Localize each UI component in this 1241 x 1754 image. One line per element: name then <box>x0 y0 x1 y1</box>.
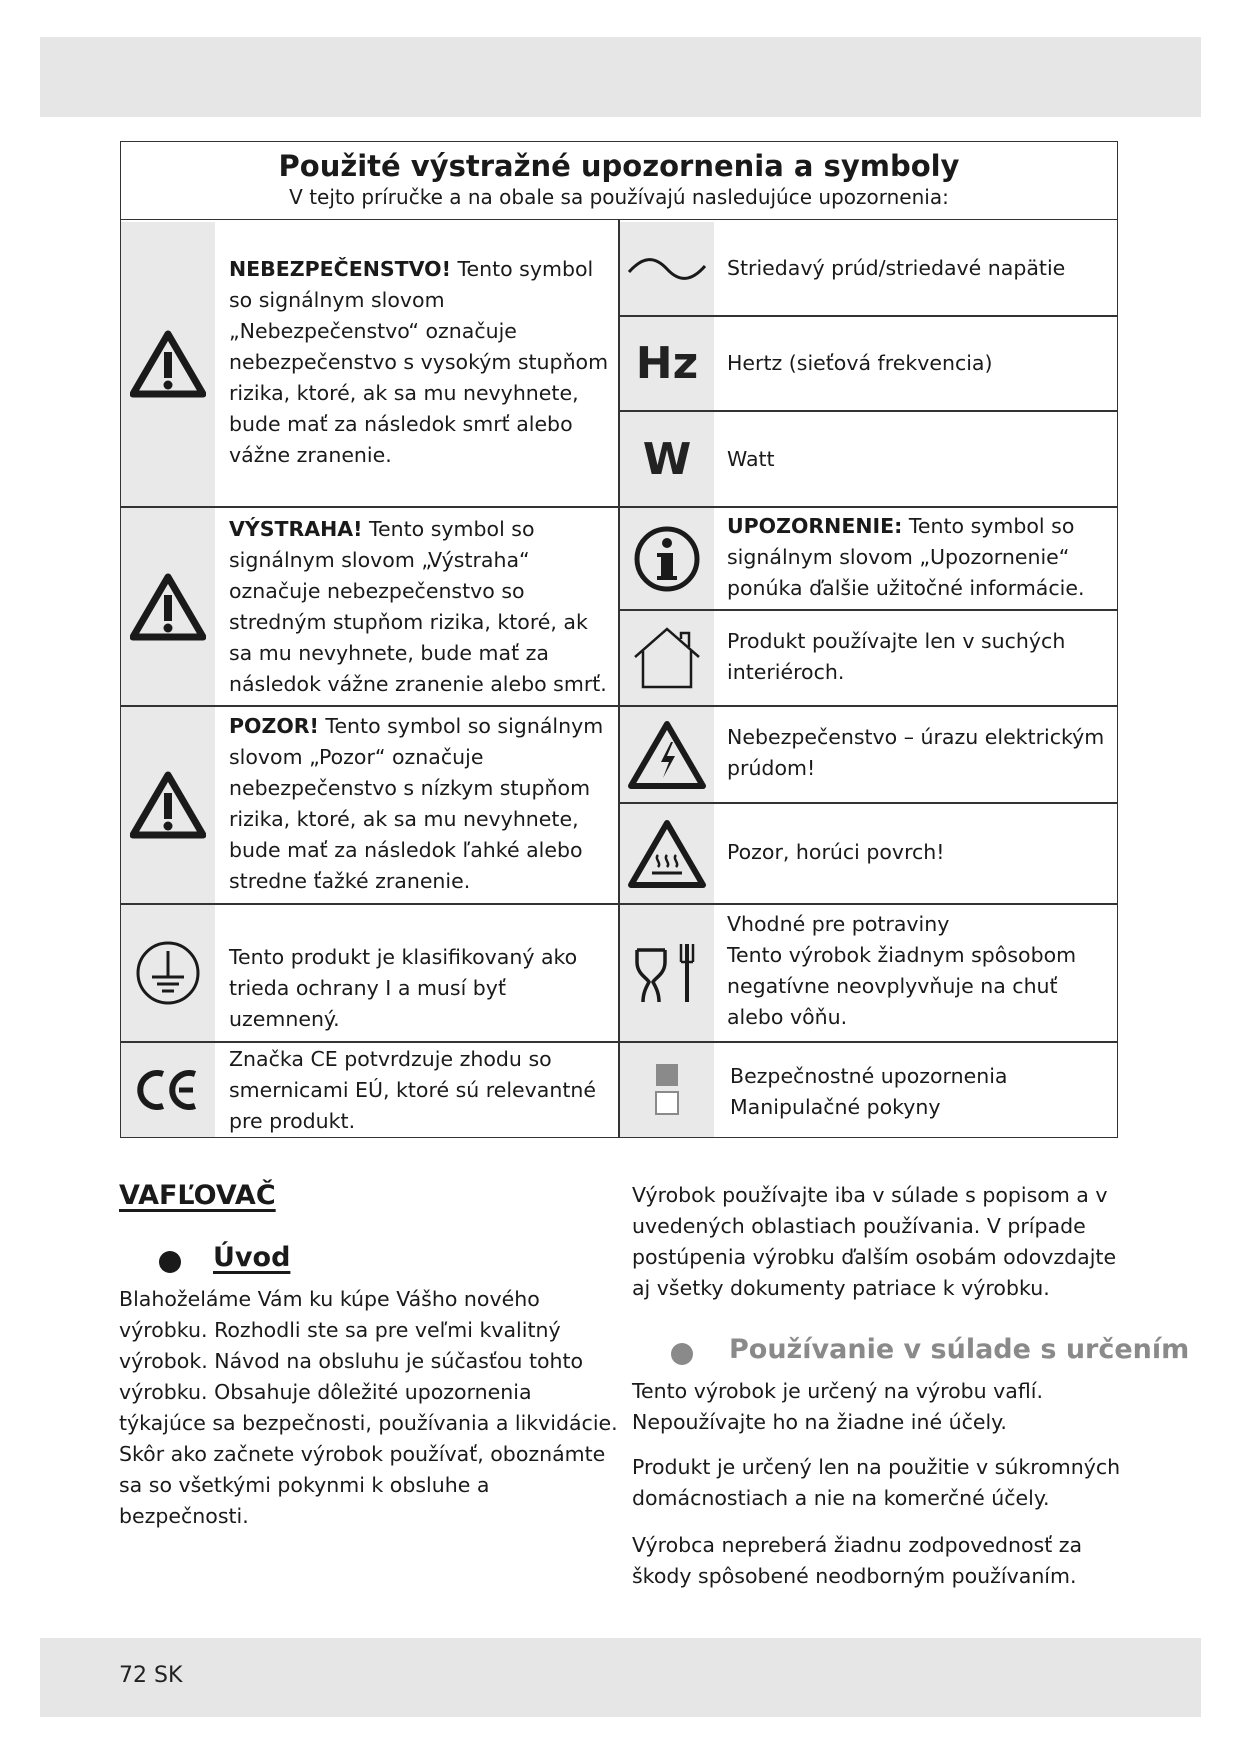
page-number: 72 SK <box>119 1663 183 1688</box>
danger-text: NEBEZPEČENSTVO! Tento symbol so signálnym slovom „Nebezpečenstvo“ označuje nebezpečenstvo s vysokým stupňom rizika, ktoré, ak sa mu nevyhnete, bude mať za následok smrť alebo vážne zranenie. <box>229 257 609 467</box>
hot-surface-icon <box>620 804 714 903</box>
usage-paragraph: Výrobok používajte iba v súlade s popisom a v uvedených oblastiach používania. V prípade postúpenia výrobku ďalším osobám odovzdajte aj všetky dokumenty patriace k výrobku. <box>632 1183 1117 1300</box>
header-band <box>40 37 1201 117</box>
protective-earth-icon <box>121 905 215 1041</box>
intro-paragraph: Blahoželáme Vám ku kúpe Vášho nového výrobku. Rozhodli ste sa pre veľmi kvalitný výrobok. Návod na obsluhu je súčasťou tohto výrobku. Obsahuje dôležité upozornenia týkajúce sa bezpečnosti, používania a likvidácie. Skôr ako začnete výrobok používať, oboznámte sa so všetkými pokynmi k obsluhe a bezpečnosti. <box>119 1287 618 1528</box>
ac-text: Striedavý prúd/striedavé napätie <box>727 256 1066 280</box>
safety-squares-icon <box>620 1043 714 1137</box>
caution-text: POZOR! Tento symbol so signálnym slovom „Pozor“ označuje nebezpečenstvo s nízkym stupňom rizika, ktoré, ak sa mu nevyhnete, bude mať za následok ľahké alebo stredne ťažké zranenie. <box>229 714 604 893</box>
warning-triangle-icon <box>121 508 215 705</box>
info-icon <box>620 508 714 609</box>
intended-use-heading: Používanie v súlade s určením <box>729 1334 1190 1365</box>
intended-use-paragraph-3: Výrobca nepreberá žiadnu zodpovednosť za škody spôsobené neodborným používaním. <box>632 1533 1083 1588</box>
safety-notes-text: Bezpečnostné upozornenia Manipulačné pokyny <box>730 1064 1008 1119</box>
protection-class-text: Tento produkt je klasifikovaný ako trieda ochrany I a musí byť uzemnený. <box>229 945 578 1031</box>
warning-triangle-icon <box>121 707 215 903</box>
food-safe-icon <box>620 905 714 1041</box>
ce-mark-icon <box>121 1043 215 1137</box>
table-subtitle: V tejto príručke a na obale sa používajú nasledujúce upozornenia: <box>289 185 949 209</box>
watt-symbol: W <box>642 433 692 485</box>
bullet-icon <box>671 1343 693 1365</box>
watt-icon <box>620 412 714 506</box>
bullet-icon <box>159 1251 181 1273</box>
electric-shock-icon <box>620 707 714 802</box>
alternating-current-icon <box>620 222 714 315</box>
table-header <box>121 142 1117 220</box>
notice-text: UPOZORNENIE: Tento symbol so signálnym slovom „Upozornenie“ ponúka ďalšie užitočné informácie. <box>727 514 1085 600</box>
dry-interior-text: Produkt používajte len v suchých interiéroch. <box>727 629 1066 684</box>
house-icon <box>620 611 714 705</box>
food-safe-text: Vhodné pre potraviny Tento výrobok žiadnym spôsobom negatívne neovplyvňuje na chuť alebo vôňu. <box>727 912 1077 1029</box>
hertz-icon <box>620 317 714 410</box>
ce-text: Značka CE potvrdzuje zhodu so smernicami EÚ, ktoré sú relevantné pre produkt. <box>229 1047 596 1133</box>
watt-text: Watt <box>727 447 775 471</box>
intro-heading: Úvod <box>213 1242 291 1273</box>
footer-band <box>40 1638 1201 1717</box>
warnings-table <box>120 141 1118 1138</box>
warning-text: VÝSTRAHA! Tento symbol so signálnym slovom „Výstraha“ označuje nebezpečenstvo so stredným stupňom rizika, ktoré, ak sa mu nevyhnete, bude mať za následok vážne zranenie alebo smrť. <box>229 517 607 696</box>
warning-triangle-icon <box>121 222 215 506</box>
table-title: Použité výstražné upozornenia a symboly <box>278 149 960 183</box>
hertz-symbol: Hz <box>635 338 699 389</box>
intended-use-paragraph-2: Produkt je určený len na použitie v súkromných domácnostiach a nie na komerčné účely. <box>632 1455 1121 1510</box>
electric-shock-text: Nebezpečenstvo – úrazu elektrickým prúdom! <box>727 725 1105 780</box>
intended-use-paragraph-1: Tento výrobok je určený na výrobu vaflí. Nepoužívajte ho na žiadne iné účely. <box>632 1379 1043 1434</box>
product-heading: VAFĽOVAČ <box>119 1180 276 1211</box>
hertz-text: Hertz (sieťová frekvencia) <box>727 351 993 375</box>
hot-surface-text: Pozor, horúci povrch! <box>727 840 945 864</box>
